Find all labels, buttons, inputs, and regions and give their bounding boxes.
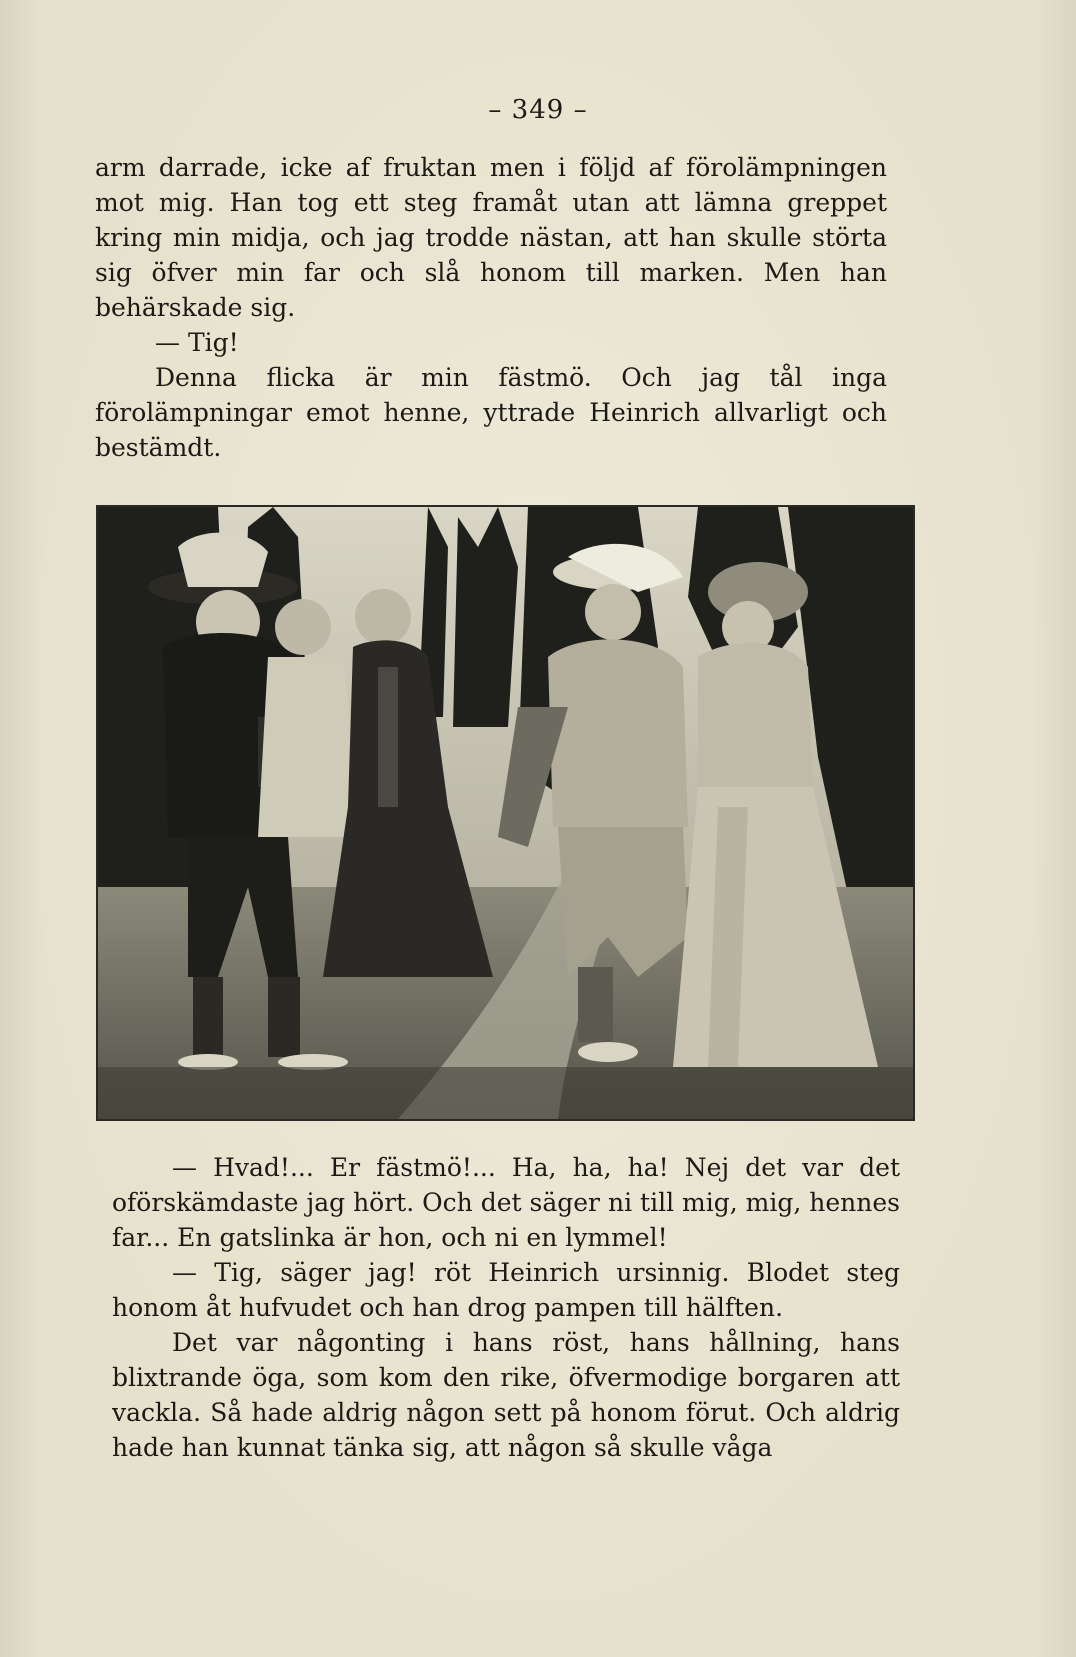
paragraph: — Hvad!... Er fästmö!... Ha, ha, ha! Nej det var det oförskämdaste jag hört. Och det säger ni till mig, mig, hennes far... En gatslinka är hon, och ni en lymmel! (112, 1153, 900, 1252)
illustration (96, 505, 915, 1121)
text-block-bottom (112, 1150, 900, 1465)
paragraph: — Tig, säger jag! röt Heinrich ursinnig. Blodet steg honom åt hufvudet och han drog pampen till hälften. (112, 1258, 900, 1322)
foreground-shade (98, 1067, 913, 1119)
paragraph: arm darrade, icke af fruktan men i följd af förolämpningen mot mig. Han tog ett steg framåt utan att lämna greppet kring min midja, och jag trodde nästan, att han skulle störta sig öfver min far och slå honom till marken. Men han behärskade sig. (95, 153, 887, 322)
paragraph: Det var någonting i hans röst, hans hållning, hans blixtrande öga, som kom den rike, öfvermodige borgaren att vackla. Så hade aldrig någon sett på honom förut. Och aldrig hade han kunnat tänka sig, att någon så skulle våga (112, 1328, 900, 1462)
text-block-top (95, 150, 887, 465)
paragraph: Denna flicka är min fästmö. Och jag tål inga förolämpningar emot henne, yttrade Heinrich allvarligt och bestämdt. (95, 363, 887, 462)
illustration-drawing (98, 507, 913, 1119)
page-number: – 349 – (488, 95, 588, 125)
paragraph: — Tig! (155, 328, 239, 357)
